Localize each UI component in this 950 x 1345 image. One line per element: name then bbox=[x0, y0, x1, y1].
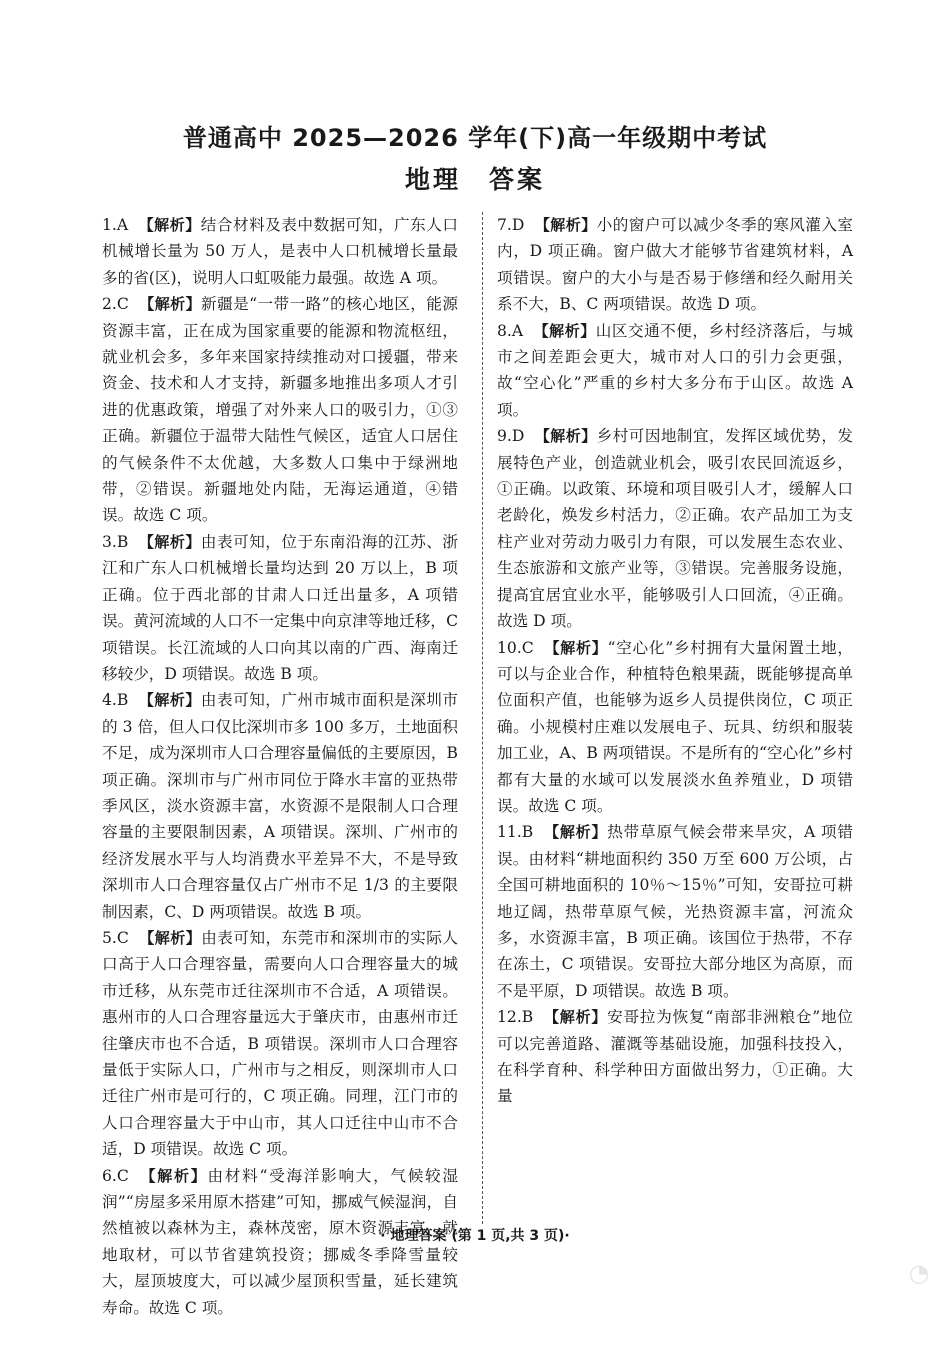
analysis-tag: 【解析】 bbox=[533, 321, 596, 340]
analysis-tag: 【解析】 bbox=[138, 1166, 208, 1185]
answer-item bbox=[102, 212, 458, 291]
answer-number: 8.A bbox=[497, 321, 524, 340]
analysis-tag: 【解析】 bbox=[534, 216, 597, 234]
answer-item bbox=[102, 925, 458, 1163]
analysis-tag: 【解析】 bbox=[138, 295, 202, 314]
right-column bbox=[497, 212, 853, 1110]
answer-number: 10.C bbox=[497, 638, 534, 657]
answer-text: 由表可知，广州市城市面积是深圳市的 3 倍，但人口仅比深圳市多 100 多万，土地面积不足，成为深圳市人口合理容量偏低的主要原因，B 项正确。深圳市与广州市同位于降水丰富的亚热带季风区，淡水资源丰富，水资源不是限制人口合理容量的主要限制因素，A 项错误。深圳、广州市的经济发展水平与人均消费水平差异不大，不是导致深圳市人口合理容量仅占广州市不足 1/3 的主要限制因素，C、D 两项错误。故选 B 项。 bbox=[102, 691, 458, 921]
answer-item bbox=[102, 529, 458, 687]
answer-number: 11.B bbox=[497, 823, 534, 842]
answer-number: 9.D bbox=[497, 427, 525, 446]
answer-item bbox=[497, 212, 853, 318]
answer-item bbox=[497, 635, 853, 820]
answer-number: 2.C bbox=[102, 295, 129, 314]
analysis-tag: 【解析】 bbox=[543, 1008, 608, 1027]
exam-title: 普通高中 2025—2026 学年(下)高一年级期中考试 bbox=[182, 124, 768, 152]
analysis-tag: 【解析】 bbox=[138, 532, 201, 551]
answer-text: 由材料“受海洋影响大，气候较湿润”“房屋多采用原木搭建”可知，挪威气候湿润，自然植被以森林为主，森林茂密，原木资源丰富，就地取材，可以节省建筑投资；挪威冬季降雪量较大，屋顶坡度大，可以减少屋顶积雪量，延长建筑寿命。故选 C 项。 bbox=[102, 1166, 458, 1317]
answer-item bbox=[497, 1004, 853, 1110]
answer-number: 7.D bbox=[497, 216, 525, 234]
answer-number: 3.B bbox=[102, 532, 129, 551]
answer-text: 新疆是“一带一路”的核心地区，能源资源丰富，正在成为国家重要的能源和物流枢纽，就业机会多，多年来国家持续推动对口援疆，带来资金、技术和人才支持，新疆多地推出多项人才引进的优惠政策，增强了对外来人口的吸引力，①③正确。新疆位于温带大陆性气候区，适宜人口居住的气候条件不太优越，大多数人口集中于绿洲地带，②错误。新疆地处内陆，无海运通道，④错误。故选 C 项。 bbox=[102, 295, 458, 525]
subject-heading bbox=[0, 160, 950, 196]
answer-number: 5.C bbox=[102, 928, 129, 947]
analysis-tag: 【解析】 bbox=[138, 928, 202, 947]
answer-number: 4.B bbox=[102, 691, 129, 710]
answer-label: 答案 bbox=[489, 165, 546, 194]
answer-text: 乡村可因地制宜，发挥区域优势，发展特色产业，创造就业机会，吸引农民回流返乡，①正确。以政策、环境和项目吸引人才，缓解人口老龄化，焕发乡村活力，②正确。农产品加工为支柱产业对劳动力吸引力有限，可以发展生态农业、生态旅游和文旅产业等，③错误。完善服务设施，提高宜居宜业水平，能够吸引人口回流，④正确。故选 D 项。 bbox=[497, 427, 853, 631]
answer-number: 12.B bbox=[497, 1008, 534, 1027]
page-footer: · 地理答案 (第 1 页,共 3 页)· bbox=[380, 1228, 570, 1244]
answer-item bbox=[102, 291, 458, 529]
answer-text: 结合材料及表中数据可知，广东人口机械增长量为 50 万人，是表中人口机械增长量最多的省(区)，说明人口虹吸能力最强。故选 A 项。 bbox=[102, 216, 458, 287]
column-divider bbox=[482, 212, 483, 1224]
watermark-icon: ◔ bbox=[908, 1259, 930, 1287]
answer-item bbox=[497, 318, 853, 424]
answer-item bbox=[497, 819, 853, 1004]
answer-number: 6.C bbox=[102, 1166, 129, 1185]
left-column bbox=[102, 212, 458, 1321]
answer-text: “空心化”乡村拥有大量闲置土地，可以与企业合作，种植特色粮果蔬，既能够提高单位面积产值，也能够为返乡人员提供岗位，C 项正确。小规模村庄难以发展电子、玩具、纺织和服装加工业，A、B 两项错误。不是所有的“空心化”乡村都有大量的水域可以发展淡水鱼养殖业，D 项错误。故选 C 项。 bbox=[497, 638, 853, 815]
answer-text: 由表可知，东莞市和深圳市的实际人口高于人口合理容量，需要向人口合理容量大的城市迁移，从东莞市迁往深圳市不合适，A 项错误。惠州市的人口合理容量远大于肇庆市，由惠州市迁往肇庆市也不合适，B 项错误。深圳市人口合理容量低于实际人口，广州市与之相反，则深圳市人口迁往广州市是可行的，C 项正确。同理，江门市的人口合理容量大于中山市，其人口迁往中山市不合适，D 项错误。故选 C 项。 bbox=[102, 928, 458, 1159]
answer-item bbox=[102, 687, 458, 925]
answer-text: 热带草原气候会带来旱灾，A 项错误。由材料“耕地面积约 350 万至 600 万公顷，占全国可耕地面积的 10％～15％”可知，安哥拉可耕地辽阔，热带草原气候，光热资源丰富，河流众多，水资源丰富，B 项正确。该国位于热带，不存在冻土，C 项错误。安哥拉大部分地区为高原，而不是平原，D 项错误。故选 B 项。 bbox=[497, 823, 853, 1000]
answer-text: 小的窗户可以减少冬季的寒风灌入室内，D 项正确。窗户做大才能够节省建筑材料，A 项错误。窗户的大小与是否易于修缮和经久耐用关系不大，B、C 两项错误。故选 D 项。 bbox=[497, 216, 853, 314]
answer-number: 1.A bbox=[102, 216, 129, 234]
answer-text: 山区交通不便，乡村经济落后，与城市之间差距会更大，城市对人口的引力会更强，故“空心化”严重的乡村大多分布于山区。故选 A 项。 bbox=[497, 321, 853, 419]
analysis-tag: 【解析】 bbox=[138, 216, 201, 234]
analysis-tag: 【解析】 bbox=[534, 427, 597, 446]
subject-label: 地理 bbox=[404, 165, 461, 194]
answer-text: 由表可知，位于东南沿海的江苏、浙江和广东人口机械增长量均达到 20 万以上，B 项正确。位于西北部的甘肃人口迁出量多，A 项错误。黄河流域的人口不一定集中向京津等地迁移，C 项错误。长江流域的人口向其以南的广西、海南迁移较少，D 项错误。故选 B 项。 bbox=[102, 532, 458, 683]
analysis-tag: 【解析】 bbox=[543, 823, 608, 842]
answer-item bbox=[497, 423, 853, 634]
answer-text: 安哥拉为恢复“南部非洲粮仓”地位可以完善道路、灌溉等基础设施，加强科技投入，在科学育种、科学种田方面做出努力，①正确。大量 bbox=[497, 1008, 853, 1106]
analysis-tag: 【解析】 bbox=[543, 638, 608, 657]
analysis-tag: 【解析】 bbox=[138, 691, 201, 710]
